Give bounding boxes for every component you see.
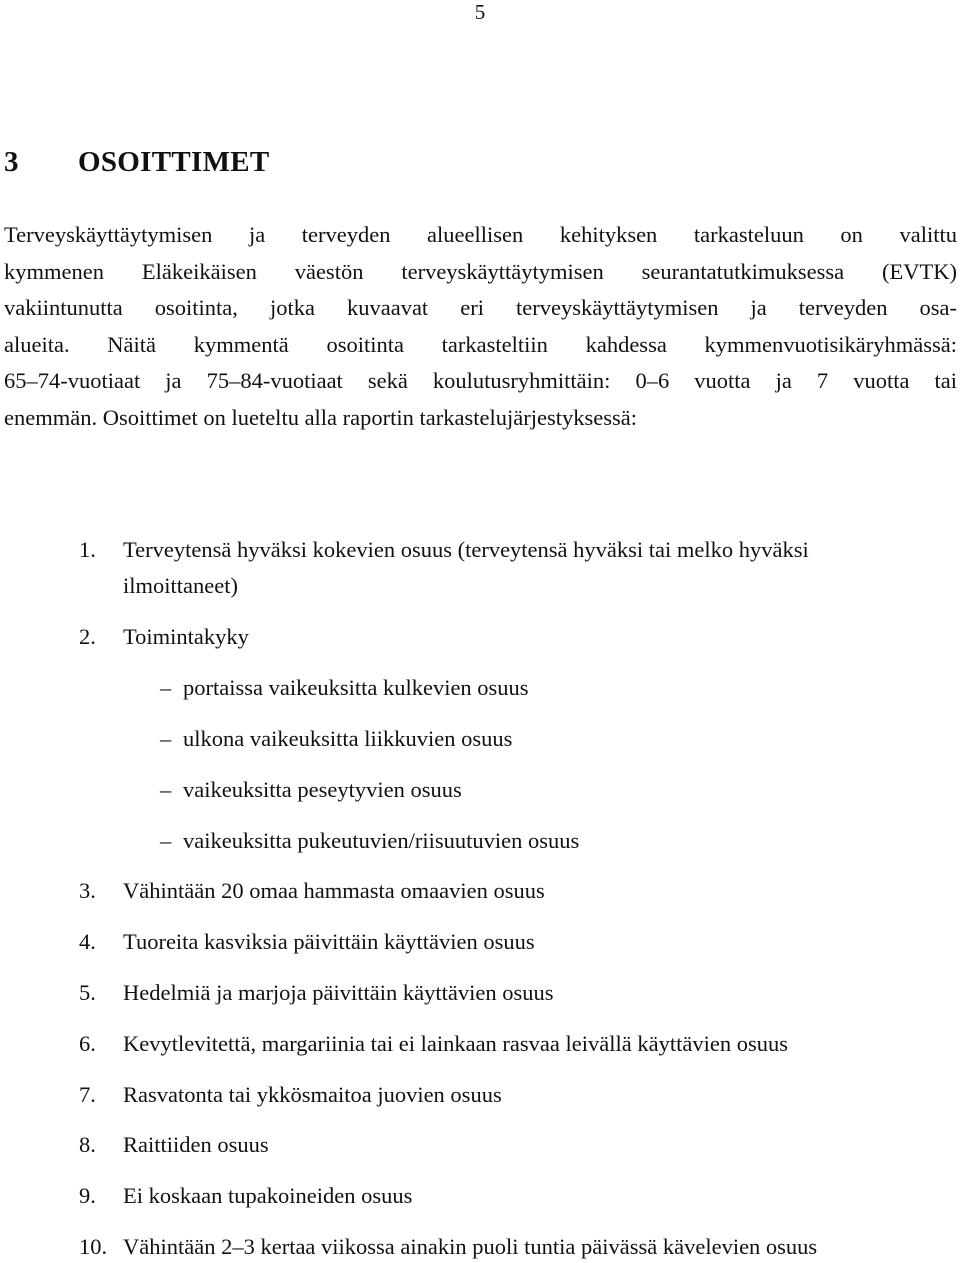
section-heading [4,143,270,181]
intro-line: vakiintunutta osoitinta, jotka kuvaavat eri terveyskäyttäytymisen ja terveyden osa- [4,295,957,320]
sub-list-item-text: vaikeuksitta pukeutuvien/riisuutuvien osuus [183,828,580,853]
list-item-number: 6. [79,1031,96,1056]
list-item-number: 3. [79,878,96,903]
list-item-number: 2. [79,624,96,649]
list-item-number: 10. [79,1234,108,1259]
sub-list-item-text: portaissa vaikeuksitta kulkevien osuus [183,675,529,700]
section-title: OSOITTIMET [78,146,270,178]
page-number: 5 [474,0,486,24]
sub-list-item [160,775,462,805]
list-item-number: 8. [79,1132,96,1157]
list-item-number: 9. [79,1183,96,1208]
list-item-text: Hedelmiä ja marjoja päivittäin käyttävien osuus [123,980,554,1005]
sub-list-item [160,826,579,856]
list-item-text: Tuoreita kasviksia päivittäin käyttävien osuus [123,929,535,954]
dash-marker: – [160,726,172,751]
dash-marker: – [160,828,172,853]
intro-paragraph [4,217,957,436]
list-item-text: Vähintään 2–3 kertaa viikossa ainakin puoli tuntia päivässä kävelevien osuus [123,1234,818,1259]
list-item-text: Terveytensä hyväksi kokevien osuus (terveytensä hyväksi tai melko hyväksi [123,537,809,562]
intro-line: Terveyskäyttäytymisen ja terveyden alueellisen kehityksen tarkasteluun on valittu [4,222,957,247]
sub-list-item [160,724,512,754]
sub-list-item-text: ulkona vaikeuksitta liikkuvien osuus [183,726,513,751]
list-item-number: 1. [79,537,96,562]
list-item-text: Ei koskaan tupakoineiden osuus [123,1183,413,1208]
intro-line: enemmän. Osoittimet on lueteltu alla raportin tarkastelujärjestyksessä: [4,404,637,430]
list-item-text: Vähintään 20 omaa hammasta omaavien osuus [123,878,545,903]
dash-marker: – [160,777,172,802]
section-number: 3 [4,146,19,178]
list-item-text: Rasvatonta tai ykkösmaitoa juovien osuus [123,1082,502,1107]
intro-line: kymmenen Eläkeikäisen väestön terveyskäyttäytymisen seurantatutkimuksessa (EVTK) [4,258,957,284]
list-item-number: 7. [79,1082,96,1107]
list-item-text: Raittiiden osuus [123,1132,269,1157]
list-item-text: Toimintakyky [123,624,249,649]
intro-line: 65–74-vuotiaat ja 75–84-vuotiaat sekä koulutusryhmittäin: 0–6 vuotta ja 7 vuotta tai [4,368,957,393]
list-item-number: 5. [79,980,96,1005]
list-item-number: 4. [79,929,96,954]
intro-line: alueita. Näitä kymmentä osoitinta tarkasteltiin kahdessa kymmenvuotisikäryhmässä: [4,331,957,357]
list-item-text: ilmoittaneet) [123,573,238,598]
list-item-text: Kevytlevitettä, margariinia tai ei lainkaan rasvaa leivällä käyttävien osuus [123,1031,788,1056]
sub-list-item-text: vaikeuksitta peseytyvien osuus [183,777,462,802]
dash-marker: – [160,675,172,700]
sub-list-item [160,673,529,703]
